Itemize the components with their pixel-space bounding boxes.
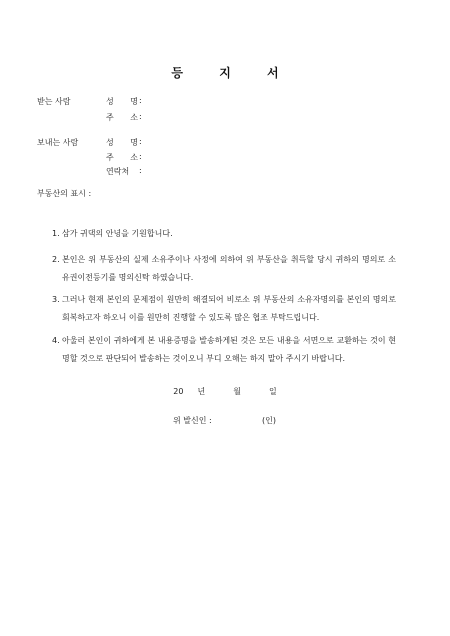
receiver-address-colon: : bbox=[139, 112, 142, 121]
date-day-unit: 일 bbox=[268, 387, 277, 396]
paragraph-1 bbox=[52, 225, 396, 243]
paragraph-number: 1. bbox=[52, 229, 60, 238]
paragraph-3 bbox=[52, 291, 396, 327]
receiver-label: 받는 사람 bbox=[37, 97, 71, 106]
property-label: 부동산의 표시 : bbox=[37, 189, 92, 198]
date-year: 20 bbox=[173, 387, 184, 396]
paragraph-2 bbox=[52, 251, 396, 287]
paragraph-number: 4. bbox=[52, 336, 60, 345]
paragraph-4 bbox=[52, 332, 396, 368]
sender-name-colon: : bbox=[139, 137, 142, 146]
receiver-name-label: 성 명 bbox=[106, 97, 138, 106]
receiver-name-colon: : bbox=[139, 96, 142, 105]
paragraph-text: 그러나 현재 본인의 문제점이 원만히 해결되어 비로소 위 부동산의 소유자명의를 본인의 명의로 회복하고자 하오니 이를 원만히 진행할 수 있도록 많은 협조 부탁드립니다. bbox=[62, 295, 396, 322]
sender-address-colon: : bbox=[139, 152, 142, 161]
receiver-address-label: 주 소 bbox=[106, 113, 138, 122]
date-year-unit: 년 bbox=[197, 387, 206, 396]
document-title: 등 지 서 bbox=[171, 66, 295, 80]
sender-name-label: 성 명 bbox=[106, 138, 138, 147]
paragraph-number: 3. bbox=[52, 295, 60, 304]
sender-address-label: 주 소 bbox=[106, 153, 138, 162]
sender-contact-colon: : bbox=[139, 166, 142, 175]
sender-label: 보내는 사람 bbox=[37, 138, 79, 147]
signature-seal: (인) bbox=[262, 416, 276, 425]
sender-contact-label: 연락처 bbox=[106, 167, 130, 176]
date-month-unit: 월 bbox=[233, 387, 241, 396]
date-line bbox=[0, 386, 450, 397]
paragraph-text: 본인은 위 부동산의 실제 소유주이나 사정에 의하여 위 부동산을 취득할 당시 귀하의 명의로 소유권이전등기를 명의신탁 하였습니다. bbox=[62, 255, 396, 282]
signature-label: 위 발신인 : bbox=[173, 416, 212, 425]
paragraph-number: 2. bbox=[52, 255, 60, 264]
paragraph-text: 삼가 귀댁의 안녕을 기원합니다. bbox=[62, 229, 173, 238]
paragraph-text: 아울러 본인이 귀하에게 본 내용증명을 발송하게된 것은 모든 내용을 서면으로 교환하는 것이 현명할 것으로 판단되어 발송하는 것이오니 부디 오해는 하지 말아 주시기 바랍니다. bbox=[62, 336, 396, 363]
